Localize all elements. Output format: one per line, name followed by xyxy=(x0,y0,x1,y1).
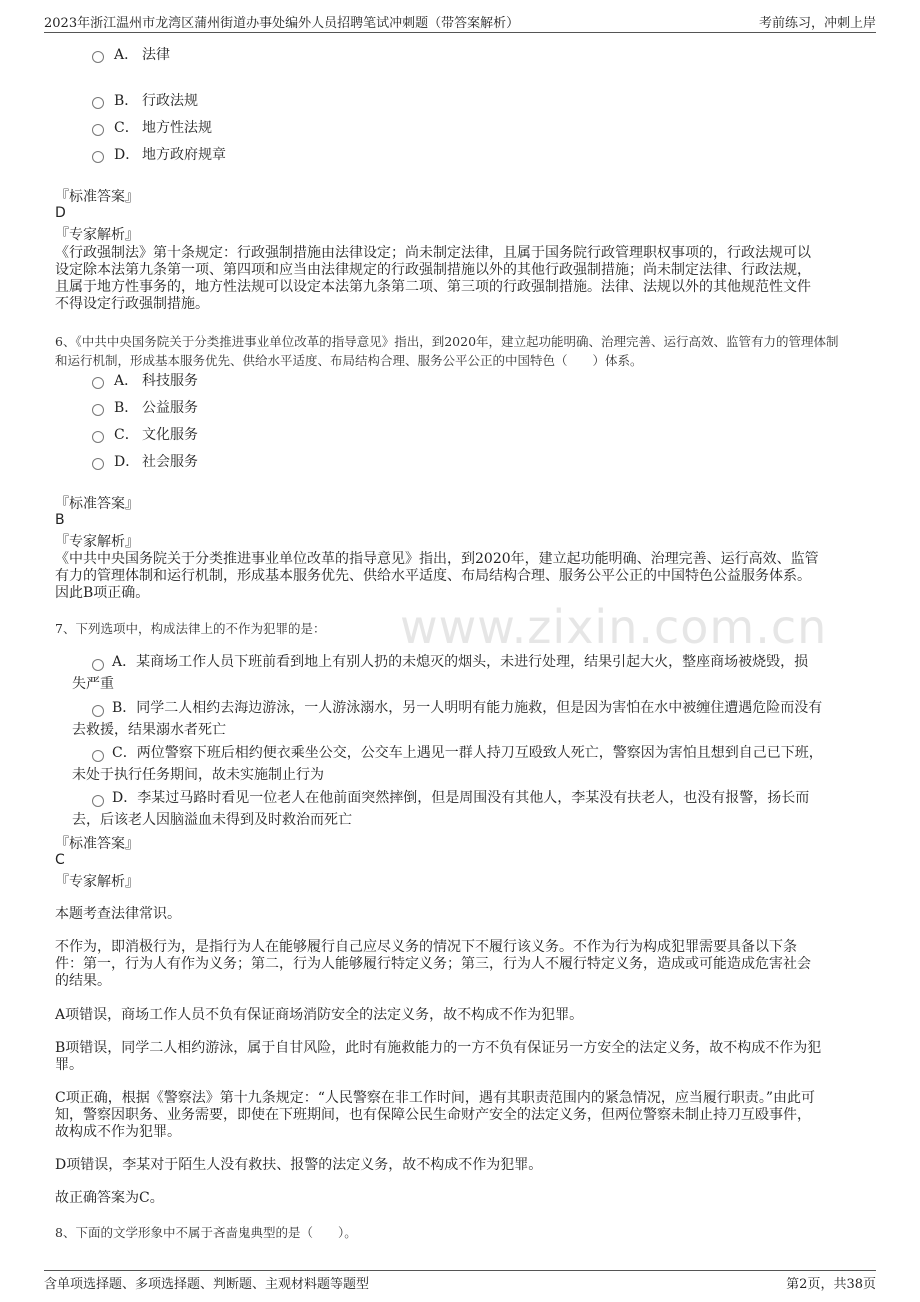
analysis-line: 故构成不作为犯罪。 xyxy=(55,1124,181,1140)
q8-question: 8、下面的文学形象中不属于吝啬鬼典型的是（ ）。 xyxy=(55,1225,357,1240)
radio-icon[interactable] xyxy=(92,659,104,671)
option-line: 去救援，结果溺水者死亡 xyxy=(72,722,226,738)
radio-icon[interactable] xyxy=(92,151,104,163)
option-letter: A． xyxy=(114,373,139,389)
q7-option-b[interactable] xyxy=(72,697,862,741)
q5-expert-analysis-label: 『专家解析』 xyxy=(55,227,139,243)
question-line: 和运行机制，形成基本服务优先、供给水平适度、布局结构合理、服务公平公正的中国特色（ ）体系。 xyxy=(55,353,643,368)
page-number: 第2页，共38页 xyxy=(786,1277,876,1292)
option-letter: B． xyxy=(114,93,139,109)
page-footer xyxy=(44,1270,876,1299)
q6-answer: B xyxy=(55,512,65,528)
option-letter: D． xyxy=(114,147,140,163)
analysis-line: 件：第一，行为人有作为义务；第二，行为人能够履行特定义务；第三，行为人不履行特定义务，造成或可能造成危害社会 xyxy=(55,956,811,972)
option-text xyxy=(72,742,862,786)
q7-analysis-d: D项错误，李某对于陌生人没有救扶、报警的法定义务，故不构成不作为犯罪。 xyxy=(55,1157,543,1173)
q7-standard-answer-label: 『标准答案』 xyxy=(55,836,139,852)
q7-answer: C xyxy=(55,852,65,868)
q7-analysis-intro: 本题考查法律常识。 xyxy=(55,906,181,922)
q7-conclusion: 故正确答案为C。 xyxy=(55,1190,164,1206)
watermark: www.zixin.com.cn xyxy=(400,600,828,654)
q5-standard-answer-label: 『标准答案』 xyxy=(55,189,139,205)
option-text xyxy=(72,697,862,741)
option-line: A．某商场工作人员下班前看到地上有别人扔的未熄灭的烟头，未进行处理，结果引起大火，整座商场被烧毁，损 xyxy=(112,654,809,670)
analysis-line: 知，警察因职务、业务需要，即使在下班期间，也有保障公民生命财产安全的法定义务，但两位警察未制止持刀互殴事件， xyxy=(55,1107,811,1123)
option-text: 文化服务 xyxy=(142,427,198,443)
option-line: 未处于执行任务期间，故未实施制止行为 xyxy=(72,767,324,783)
radio-icon[interactable] xyxy=(92,431,104,443)
option-line: C．两位警察下班后相约便衣乘坐公交，公交车上遇见一群人持刀互殴致人死亡，警察因为害怕且想到自己已下班， xyxy=(112,745,823,761)
explanation-line: 不得设定行政强制措施。 xyxy=(55,296,209,312)
option-text: 法律 xyxy=(142,47,170,63)
option-text xyxy=(72,651,862,695)
analysis-line: C项正确，根据《警察法》第十九条规定：“人民警察在非工作时间，遇有其职责范围内的紧急情况，应当履行职责。”由此可 xyxy=(55,1090,816,1106)
q5-answer: D xyxy=(55,205,66,221)
analysis-line: 不作为，即消极行为，是指行为人在能够履行自己应尽义务的情况下不履行该义务。不作为行为构成犯罪需要具备以下条 xyxy=(55,939,797,955)
option-text xyxy=(72,787,862,831)
option-text: 地方性法规 xyxy=(142,120,212,136)
explanation-line: 有力的管理体制和运行机制，形成基本服务优先、供给水平适度、布局结构合理、服务公平公正的中国特色公益服务体系。 xyxy=(55,568,811,584)
question-types: 含单项选择题、多项选择题、判断题、主观材料题等题型 xyxy=(44,1277,370,1292)
option-letter: C． xyxy=(114,120,139,136)
radio-icon[interactable] xyxy=(92,124,104,136)
q6-question xyxy=(55,332,865,370)
q7-analysis-b xyxy=(55,1040,860,1074)
explanation-line: 设定除本法第九条第一项、第四项和应当由法律规定的行政强制措施以外的其他行政强制措施；尚未制定法律、行政法规， xyxy=(55,262,811,278)
question-line: 6、《中共中央国务院关于分类推进事业单位改革的指导意见》指出，到2020年，建立起功能明确、治理完善、运行高效、监管有力的管理体制 xyxy=(55,334,839,349)
option-text: 行政法规 xyxy=(142,93,198,109)
explanation-line: 《行政强制法》第十条规定：行政强制措施由法律设定；尚未制定法律，且属于国务院行政管理职权事项的，行政法规可以 xyxy=(55,245,811,261)
header-slogan: 考前练习，冲刺上岸 xyxy=(758,16,876,31)
option-text: 地方政府规章 xyxy=(142,147,226,163)
page-header xyxy=(44,0,876,33)
explanation-line: 《中共中央国务院关于分类推进事业单位改革的指导意见》指出，到2020年，建立起功能明确、治理完善、运行高效、监管 xyxy=(55,551,819,567)
analysis-line: 的结果。 xyxy=(55,973,111,989)
option-line: B．同学二人相约去海边游泳，一人游泳溺水，另一人明明有能力施救，但是因为害怕在水中被缠住遭遇危险而没有 xyxy=(112,700,823,716)
q5-explanation xyxy=(55,245,860,313)
explanation-line: 因此B项正确。 xyxy=(55,585,150,601)
analysis-line: 罪。 xyxy=(55,1057,83,1073)
document-title: 2023年浙江温州市龙湾区蒲州街道办事处编外人员招聘笔试冲刺题（带答案解析） xyxy=(44,16,520,31)
q7-question: 7、下列选项中，构成法律上的不作为犯罪的是： xyxy=(55,621,326,636)
q7-option-c[interactable] xyxy=(72,742,862,786)
q7-analysis-definition xyxy=(55,939,860,990)
q7-analysis-a: A项错误，商场工作人员不负有保证商场消防安全的法定义务，故不构成不作为犯罪。 xyxy=(55,1007,584,1023)
option-letter: D． xyxy=(114,454,140,470)
radio-icon[interactable] xyxy=(92,458,104,470)
q6-explanation xyxy=(55,551,860,602)
q7-option-d[interactable] xyxy=(72,787,862,831)
radio-icon[interactable] xyxy=(92,51,104,63)
q6-expert-analysis-label: 『专家解析』 xyxy=(55,534,139,550)
option-text: 科技服务 xyxy=(142,373,198,389)
radio-icon[interactable] xyxy=(92,750,104,762)
option-text: 公益服务 xyxy=(142,400,198,416)
radio-icon[interactable] xyxy=(92,404,104,416)
q6-standard-answer-label: 『标准答案』 xyxy=(55,496,139,512)
option-letter: A． xyxy=(114,47,139,63)
option-line: 失严重 xyxy=(72,676,114,692)
radio-icon[interactable] xyxy=(92,377,104,389)
option-text: 社会服务 xyxy=(142,454,198,470)
radio-icon[interactable] xyxy=(92,705,104,717)
q7-analysis-c xyxy=(55,1090,860,1141)
option-letter: B． xyxy=(114,400,139,416)
analysis-line: B项错误，同学二人相约游泳，属于自甘风险，此时有施救能力的一方不负有保证另一方安全的法定义务，故不构成不作为犯 xyxy=(55,1040,822,1056)
option-letter: C． xyxy=(114,427,139,443)
q7-expert-analysis-label: 『专家解析』 xyxy=(55,874,139,890)
q7-option-a[interactable] xyxy=(72,651,862,695)
option-line: 去，后该老人因脑溢血未得到及时救治而死亡 xyxy=(72,812,352,828)
radio-icon[interactable] xyxy=(92,795,104,807)
explanation-line: 且属于地方性事务的，地方性法规可以设定本法第九条第二项、第三项的行政强制措施。法律、法规以外的其他规范性文件 xyxy=(55,279,811,295)
option-line: D．李某过马路时看见一位老人在他前面突然摔倒，但是周围没有其他人，李某没有扶老人，也没有报警，扬长而 xyxy=(112,790,810,806)
radio-icon[interactable] xyxy=(92,97,104,109)
